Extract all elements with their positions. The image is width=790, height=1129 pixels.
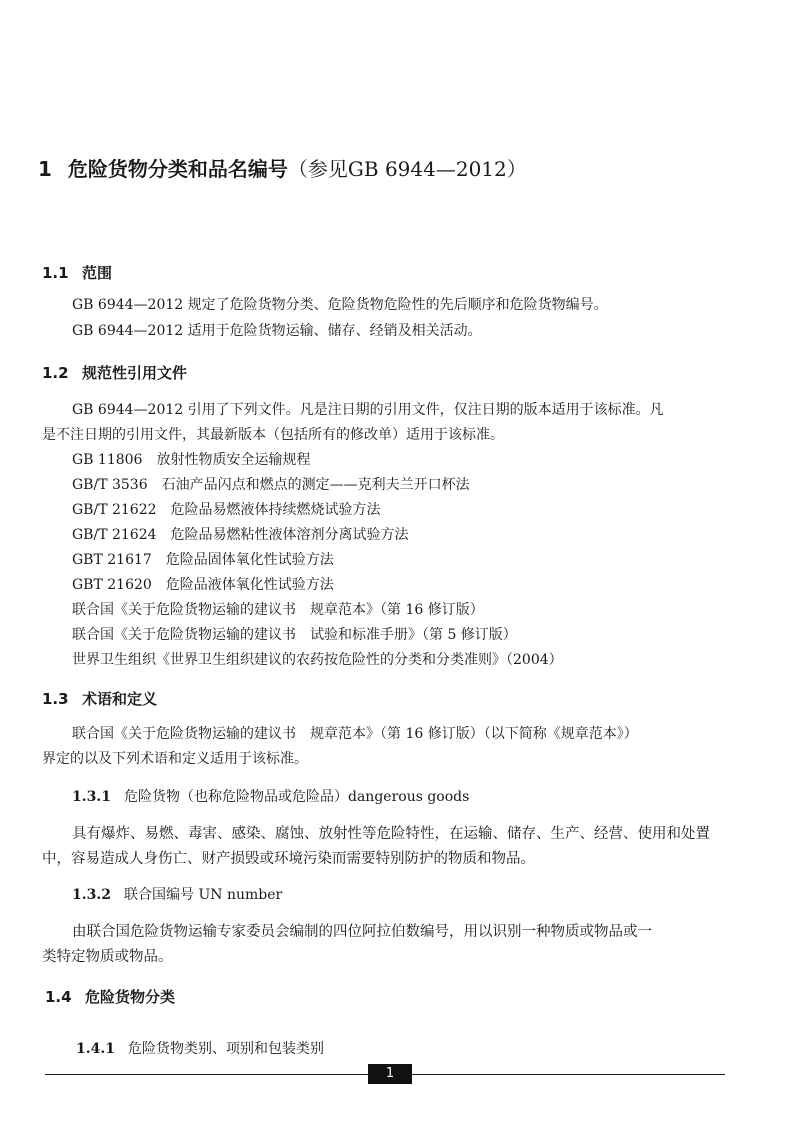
reference-item: 联合国《关于危险货物运输的建议书 规章范本》（第 16 修订版） xyxy=(72,602,484,618)
section-title: 危险货物分类 xyxy=(85,988,176,1006)
footer-rule-right xyxy=(412,1074,725,1075)
reference-item: 世界卫生组织《世界卫生组织建议的农药按危险性的分类和分类准则》（2004） xyxy=(72,652,563,668)
section-number: 1.3 xyxy=(42,690,69,708)
paragraph-line: 具有爆炸、易燃、毒害、感染、腐蚀、放射性等危险特性，在运输、储存、生产、经营、使用和处置 xyxy=(72,826,710,842)
footer-rule-left xyxy=(45,1074,368,1075)
section-number: 1.1 xyxy=(42,264,69,282)
subsection-title: 联合国编号 UN number xyxy=(124,887,283,903)
reference-item: 联合国《关于危险货物运输的建议书 试验和标准手册》（第 5 修订版） xyxy=(72,627,517,643)
subsection-number: 1.4.1 xyxy=(76,1041,115,1057)
section-heading-1-1 xyxy=(42,262,112,283)
section-title: 术语和定义 xyxy=(82,690,158,708)
section-heading-1-3 xyxy=(42,688,157,709)
section-number: 1.2 xyxy=(42,364,69,382)
subsection-heading-1-3-1 xyxy=(72,786,469,806)
chapter-title xyxy=(38,153,527,182)
chapter-title-text: 危险货物分类和品名编号 xyxy=(67,157,288,181)
reference-item: GB 11806 放射性物质安全运输规程 xyxy=(72,452,311,468)
chapter-reference: （参见GB 6944—2012） xyxy=(287,157,527,181)
paragraph-line: 中，容易造成人身伤亡、财产损毁或环境污染而需要特别防护的物质和物品。 xyxy=(42,851,535,867)
reference-item: GBT 21620 危险品液体氧化性试验方法 xyxy=(72,577,334,593)
section-heading-1-2 xyxy=(42,362,187,383)
reference-item: GBT 21617 危险品固体氧化性试验方法 xyxy=(72,552,334,568)
subsection-title: 危险货物（也称危险物品或危险品）dangerous goods xyxy=(124,789,470,805)
reference-item: GB/T 21624 危险品易燃粘性液体溶剂分离试验方法 xyxy=(72,527,409,543)
paragraph-line: 界定的以及下列术语和定义适用于该标准。 xyxy=(42,751,308,767)
chapter-number: 1 xyxy=(38,157,52,181)
subsection-number: 1.3.2 xyxy=(72,887,111,903)
paragraph-line: GB 6944—2012 规定了危险货物分类、危险货物危险性的先后顺序和危险货物编号。 xyxy=(72,297,608,313)
paragraph-line: 由联合国危险货物运输专家委员会编制的四位阿拉伯数编号，用以识别一种物质或物品或一 xyxy=(72,924,652,940)
subsection-heading-1-3-2 xyxy=(72,884,282,904)
subsection-number: 1.3.1 xyxy=(72,789,111,805)
subsection-heading-1-4-1 xyxy=(76,1038,324,1058)
reference-item: GB/T 3536 石油产品闪点和燃点的测定——克利夫兰开口杯法 xyxy=(72,477,470,493)
paragraph-line: GB 6944—2012 适用于危险货物运输、储存、经销及相关活动。 xyxy=(72,323,482,339)
paragraph-line: 联合国《关于危险货物运输的建议书 规章范本》（第 16 修订版）（以下简称《规章范本》） xyxy=(72,726,638,742)
section-title: 范围 xyxy=(82,264,113,282)
paragraph-line: 类特定物质或物品。 xyxy=(42,949,173,965)
paragraph-line: 是不注日期的引用文件，其最新版本（包括所有的修改单）适用于该标准。 xyxy=(42,427,504,443)
subsection-title: 危险货物类别、项别和包装类别 xyxy=(128,1041,324,1057)
section-heading-1-4 xyxy=(45,986,175,1007)
page-number: 1 xyxy=(368,1064,412,1084)
paragraph-line: GB 6944—2012 引用了下列文件。凡是注日期的引用文件，仅注日期的版本适用于该标准。凡 xyxy=(72,402,664,418)
section-title: 规范性引用文件 xyxy=(82,364,188,382)
section-number: 1.4 xyxy=(45,988,72,1006)
reference-item: GB/T 21622 危险品易燃液体持续燃烧试验方法 xyxy=(72,502,381,518)
